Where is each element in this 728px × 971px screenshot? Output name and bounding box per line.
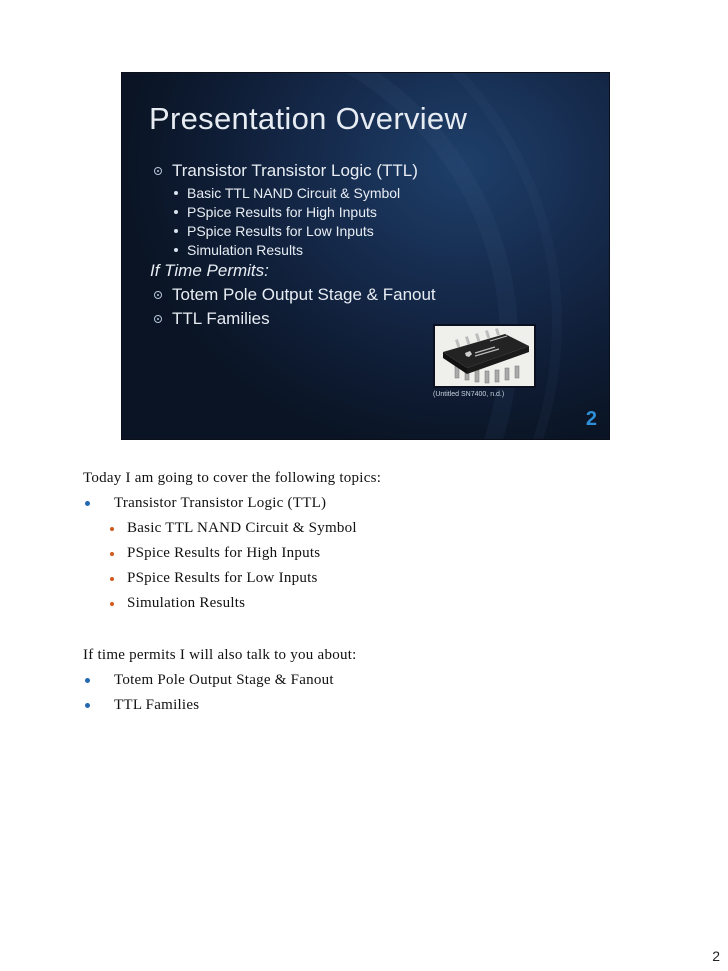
sn7400-chip-image: [433, 324, 536, 388]
slide-thumbnail: [121, 72, 610, 440]
slide-bullet-text: PSpice Results for High Inputs: [187, 203, 377, 220]
bullet-icon: [174, 191, 178, 195]
slide-bullet-text: PSpice Results for Low Inputs: [187, 222, 374, 239]
notes-list-item: [83, 491, 643, 516]
notes-item-text: PSpice Results for High Inputs: [127, 545, 321, 561]
notes-list-item: [83, 693, 643, 718]
slide-bullet-item: [154, 240, 574, 259]
slide-bullet-text: Transistor Transistor Logic (TTL): [172, 161, 418, 180]
notes-item-text: Simulation Results: [127, 595, 246, 611]
notes-item-text: TTL Families: [114, 697, 200, 713]
bullet-icon: [110, 527, 114, 531]
slide-title: Presentation Overview: [149, 101, 468, 136]
notes-item-text: PSpice Results for Low Inputs: [127, 570, 318, 586]
bullet-icon: [110, 552, 114, 556]
notes-list-item: [83, 668, 643, 693]
notes-list-item: [83, 591, 643, 616]
slide-bullet-item: [154, 159, 574, 183]
notes-item-text: Transistor Transistor Logic (TTL): [114, 495, 327, 511]
bullet-icon: [85, 678, 90, 683]
slide-bullet-text: Basic TTL NAND Circuit & Symbol: [187, 184, 401, 201]
slide-bullet-text: TTL Families: [172, 309, 270, 328]
bullet-icon: [110, 602, 114, 606]
bullet-icon: [174, 210, 178, 214]
bullet-icon: [110, 577, 114, 581]
slide-bullet-item: [154, 202, 574, 221]
notes-list-item: [83, 541, 643, 566]
notes-item-text: Totem Pole Output Stage & Fanout: [114, 672, 334, 688]
bullet-icon: [85, 501, 90, 506]
bullet-icon: [154, 167, 162, 175]
image-caption: (Untitled SN7400, n.d.): [433, 391, 505, 398]
speaker-notes: [83, 466, 643, 718]
slide-bullet-list: [150, 159, 574, 331]
notes-item-text: Basic TTL NAND Circuit & Symbol: [127, 520, 357, 536]
notes-topic-list: [83, 491, 643, 616]
slide-subheading: [150, 259, 574, 283]
notes-secondary-topic-list: [83, 668, 643, 718]
slide-bullet-item: [154, 183, 574, 202]
bullet-icon: [174, 229, 178, 233]
notes-list-item: [83, 566, 643, 591]
slide-bullet-text: Simulation Results: [187, 241, 303, 258]
slide-bullet-text: Totem Pole Output Stage & Fanout: [172, 285, 436, 304]
bullet-icon: [154, 315, 162, 323]
notes-list-item: [83, 516, 643, 541]
ic-chip-icon: [435, 326, 534, 386]
slide-bullet-item: [154, 221, 574, 240]
slide-number: 2: [585, 408, 597, 430]
slide-bullet-item: [154, 283, 574, 307]
notes-secondary-intro: If time permits I will also talk to you about:: [83, 647, 357, 663]
bullet-icon: [174, 248, 178, 252]
bullet-icon: [85, 703, 90, 708]
slide-bullet-text: If Time Permits:: [150, 261, 269, 280]
bullet-icon: [154, 291, 162, 299]
page-number: 2: [712, 948, 720, 964]
notes-intro: Today I am going to cover the following topics:: [83, 470, 382, 486]
